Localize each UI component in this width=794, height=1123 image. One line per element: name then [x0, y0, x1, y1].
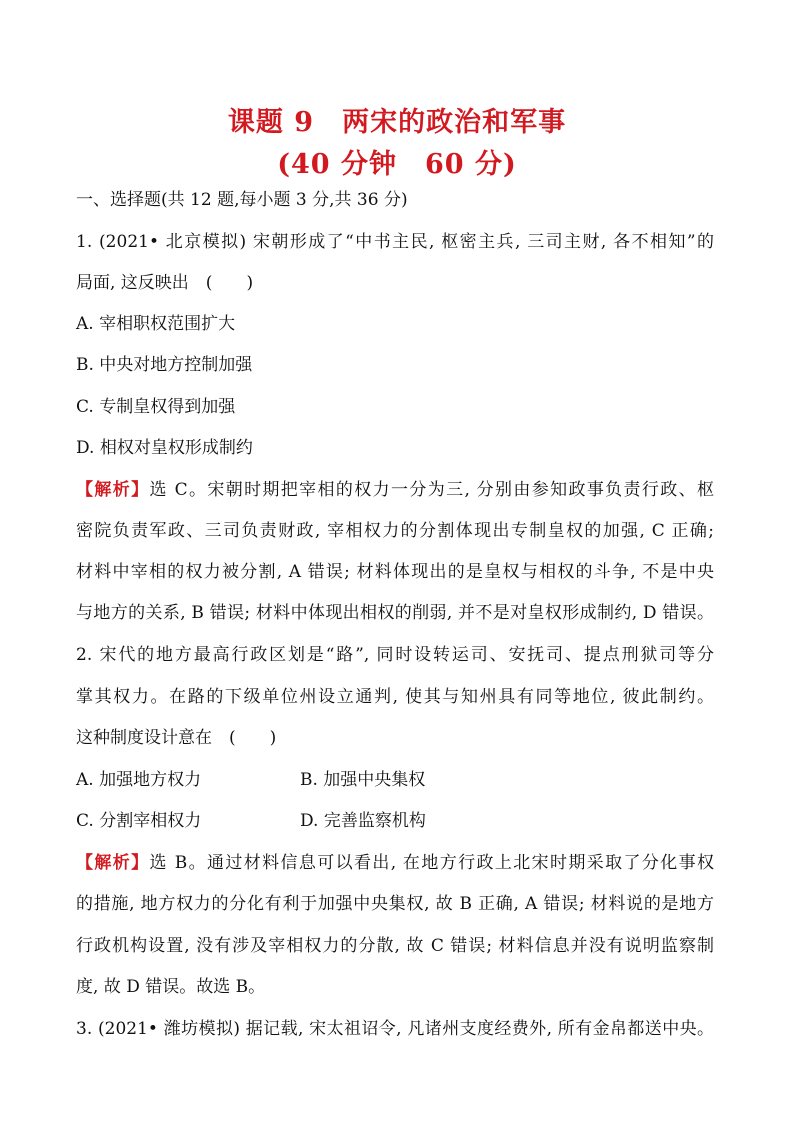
q1-option-b: B. 中央对地方控制加强	[76, 355, 253, 375]
q2-stem-line1: 2. 宋代的地方最高行政区划是“路”, 同时设转运司、安抚司、提点刑狱司等分	[76, 645, 714, 665]
q2-stem-line3: 这种制度设计意在 ( )	[76, 728, 277, 748]
q1-option-c: C. 专制皇权得到加强	[76, 397, 236, 417]
q1-analysis-line1	[76, 480, 714, 500]
q3-stem-line1: 3. (2021• 潍坊模拟) 据记载, 宋太祖诏令, 凡诸州支度经费外, 所有金帛都送中央。	[76, 1019, 714, 1039]
q1-analysis-text1: 选 C。宋朝时期把宰相的权力一分为三, 分别由参知政事负责行政、枢	[149, 480, 715, 500]
section-heading: 一、选择题(共 12 题,每小题 3 分,共 36 分)	[76, 190, 408, 210]
q2-analysis-line4: 度, 故 D 错误。故选 B。	[76, 977, 266, 997]
q2-analysis-line1	[76, 853, 714, 873]
page-subtitle: (40 分钟 60 分)	[277, 149, 517, 180]
q1-option-d: D. 相权对皇权形成制约	[76, 438, 253, 458]
q1-analysis-line3: 材料中宰相的权力被分割, A 错误; 材料体现出的是皇权与相权的斗争, 不是中央	[76, 562, 714, 582]
q2-option-a: A. 加强地方权力	[76, 770, 202, 790]
q1-stem-line1: 1. (2021• 北京模拟) 宋朝形成了“中书主民, 枢密主兵, 三司主财, 各不相知”的	[76, 232, 714, 252]
analysis-tag: 【解析】	[76, 853, 150, 873]
q1-stem-line2: 局面, 这反映出 ( )	[76, 273, 254, 293]
q2-analysis-line2: 的措施, 地方权力的分化有利于加强中央集权, 故 B 正确, A 错误; 材料说的是地方	[76, 894, 714, 914]
q2-option-d: D. 完善监察机构	[300, 811, 426, 831]
q2-analysis-line3: 行政机构设置, 没有涉及宰相权力的分散, 故 C 错误; 材料信息并没有说明监察制	[76, 936, 714, 956]
q2-stem-line2: 掌其权力。在路的下级单位州设立通判, 使其与知州具有同等地位, 彼此制约。	[76, 687, 714, 707]
q2-analysis-text1: 选 B。通过材料信息可以看出, 在地方行政上北宋时期采取了分化事权	[149, 853, 715, 873]
page-title: 课题 9 两宋的政治和军事	[227, 107, 567, 138]
q2-option-b: B. 加强中央集权	[300, 770, 426, 790]
q2-option-c: C. 分割宰相权力	[76, 811, 202, 831]
analysis-tag: 【解析】	[76, 480, 150, 500]
q1-option-a: A. 宰相职权范围扩大	[76, 314, 236, 334]
q1-analysis-line4: 与地方的关系, B 错误; 材料中体现出相权的削弱, 并不是对皇权形成制约, D 错误。	[76, 603, 714, 623]
q1-analysis-line2: 密院负责军政、三司负责财政, 宰相权力的分割体现出专制皇权的加强, C 正确;	[76, 521, 714, 541]
